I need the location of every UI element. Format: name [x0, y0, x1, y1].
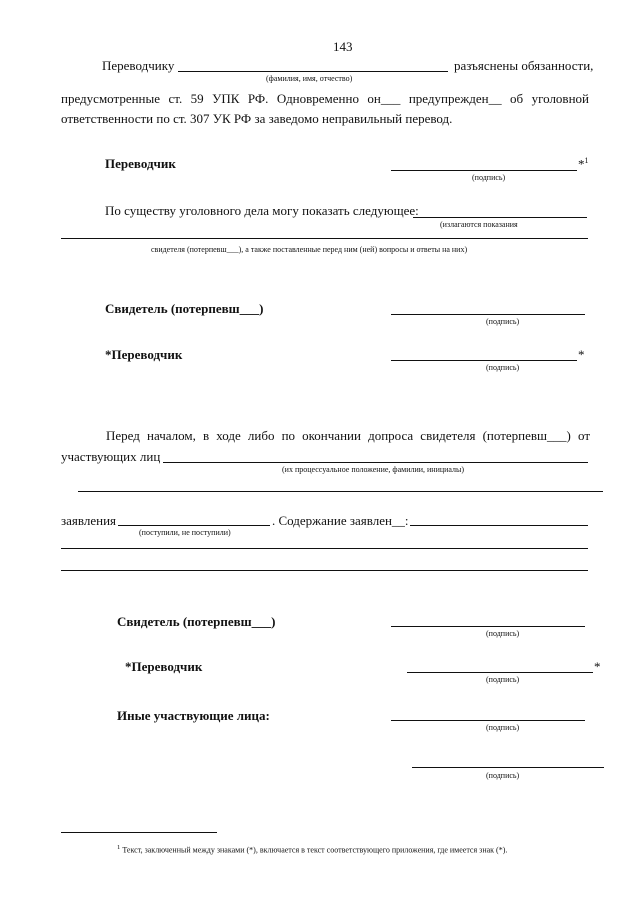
signature-caption-7: (подпись) [486, 771, 520, 780]
participants-line-2 [78, 491, 603, 492]
statements-content-text: . Содержание заявлен__: [272, 513, 409, 528]
footnote-number: 1 [117, 844, 121, 851]
translator-signature-line-1 [391, 170, 577, 171]
others-label: Иные участвующие лица: [117, 708, 270, 723]
translator-signature-line-3 [407, 672, 593, 673]
translator-asterisk-1: *$^1$ [578, 156, 589, 172]
translator-asterisk-2: * [578, 347, 585, 362]
others-signature-line-1 [391, 720, 585, 721]
footnote-separator [61, 832, 217, 833]
signature-caption-6: (подпись) [486, 723, 520, 732]
translator-signature-line-2 [391, 360, 577, 361]
footnote-text: Текст, заключенный между знаками (*), включается в текст соответствующего приложения, где имеется знак (*). [122, 845, 508, 855]
participants-caption: (их процессуальное положение, фамилии, инициалы) [282, 465, 465, 474]
statements-content-line-3 [61, 570, 588, 571]
testimony-line-2 [61, 238, 588, 239]
testimony-text: По существу уголовного дела могу показать следующее: [105, 203, 419, 218]
statements-content-line-1 [410, 525, 588, 526]
testimony-line-1 [413, 217, 587, 218]
translator-name-line [178, 71, 448, 72]
testimony-caption-line-2: свидетеля (потерпевш___), а также поставленные перед ним (ней) вопросы и ответы на них) [151, 245, 468, 254]
translator-asterisk-3: * [594, 659, 601, 674]
statements-label: заявления [61, 513, 117, 528]
translator-intro-label: Переводчику [102, 58, 175, 73]
footnote [117, 844, 507, 855]
statements-content-line-2 [61, 548, 588, 549]
received-caption: (поступили, не поступили) [139, 528, 231, 537]
signature-caption-1: (подпись) [472, 173, 506, 182]
witness-label-2: Свидетель (потерпевш___) [117, 614, 276, 629]
page-number: 143 [333, 39, 353, 54]
name-caption: (фамилия, имя, отчество) [266, 74, 353, 83]
participants-label: участвующих лиц [61, 449, 161, 464]
others-signature-line-2 [412, 767, 604, 768]
translator-label-3: *Переводчик [125, 659, 203, 674]
statements-line-1: Перед началом, в ходе либо по окончании допроса свидетеля (потерпевш___) от [106, 428, 590, 443]
signature-caption-4: (подпись) [486, 629, 520, 638]
intro-line-2: предусмотренные ст. 59 УПК РФ. Одновременно он___ предупрежден__ об уголовной [61, 91, 589, 106]
intro-line-3: ответственности по ст. 307 УК РФ за заведомо неправильный перевод. [61, 111, 453, 126]
statements-received-line [118, 525, 270, 526]
duties-text: разъяснены обязанности, [454, 58, 594, 73]
witness-signature-line-1 [391, 314, 585, 315]
participants-line [163, 462, 588, 463]
witness-signature-line-2 [391, 626, 585, 627]
signature-caption-5: (подпись) [486, 675, 520, 684]
signature-caption-2: (подпись) [486, 317, 520, 326]
witness-label-1: Свидетель (потерпевш___) [105, 301, 264, 316]
translator-label-1: Переводчик [105, 156, 176, 171]
translator-label-2: *Переводчик [105, 347, 183, 362]
signature-caption-3: (подпись) [486, 363, 520, 372]
testimony-caption-right: (излагаются показания [440, 220, 518, 229]
